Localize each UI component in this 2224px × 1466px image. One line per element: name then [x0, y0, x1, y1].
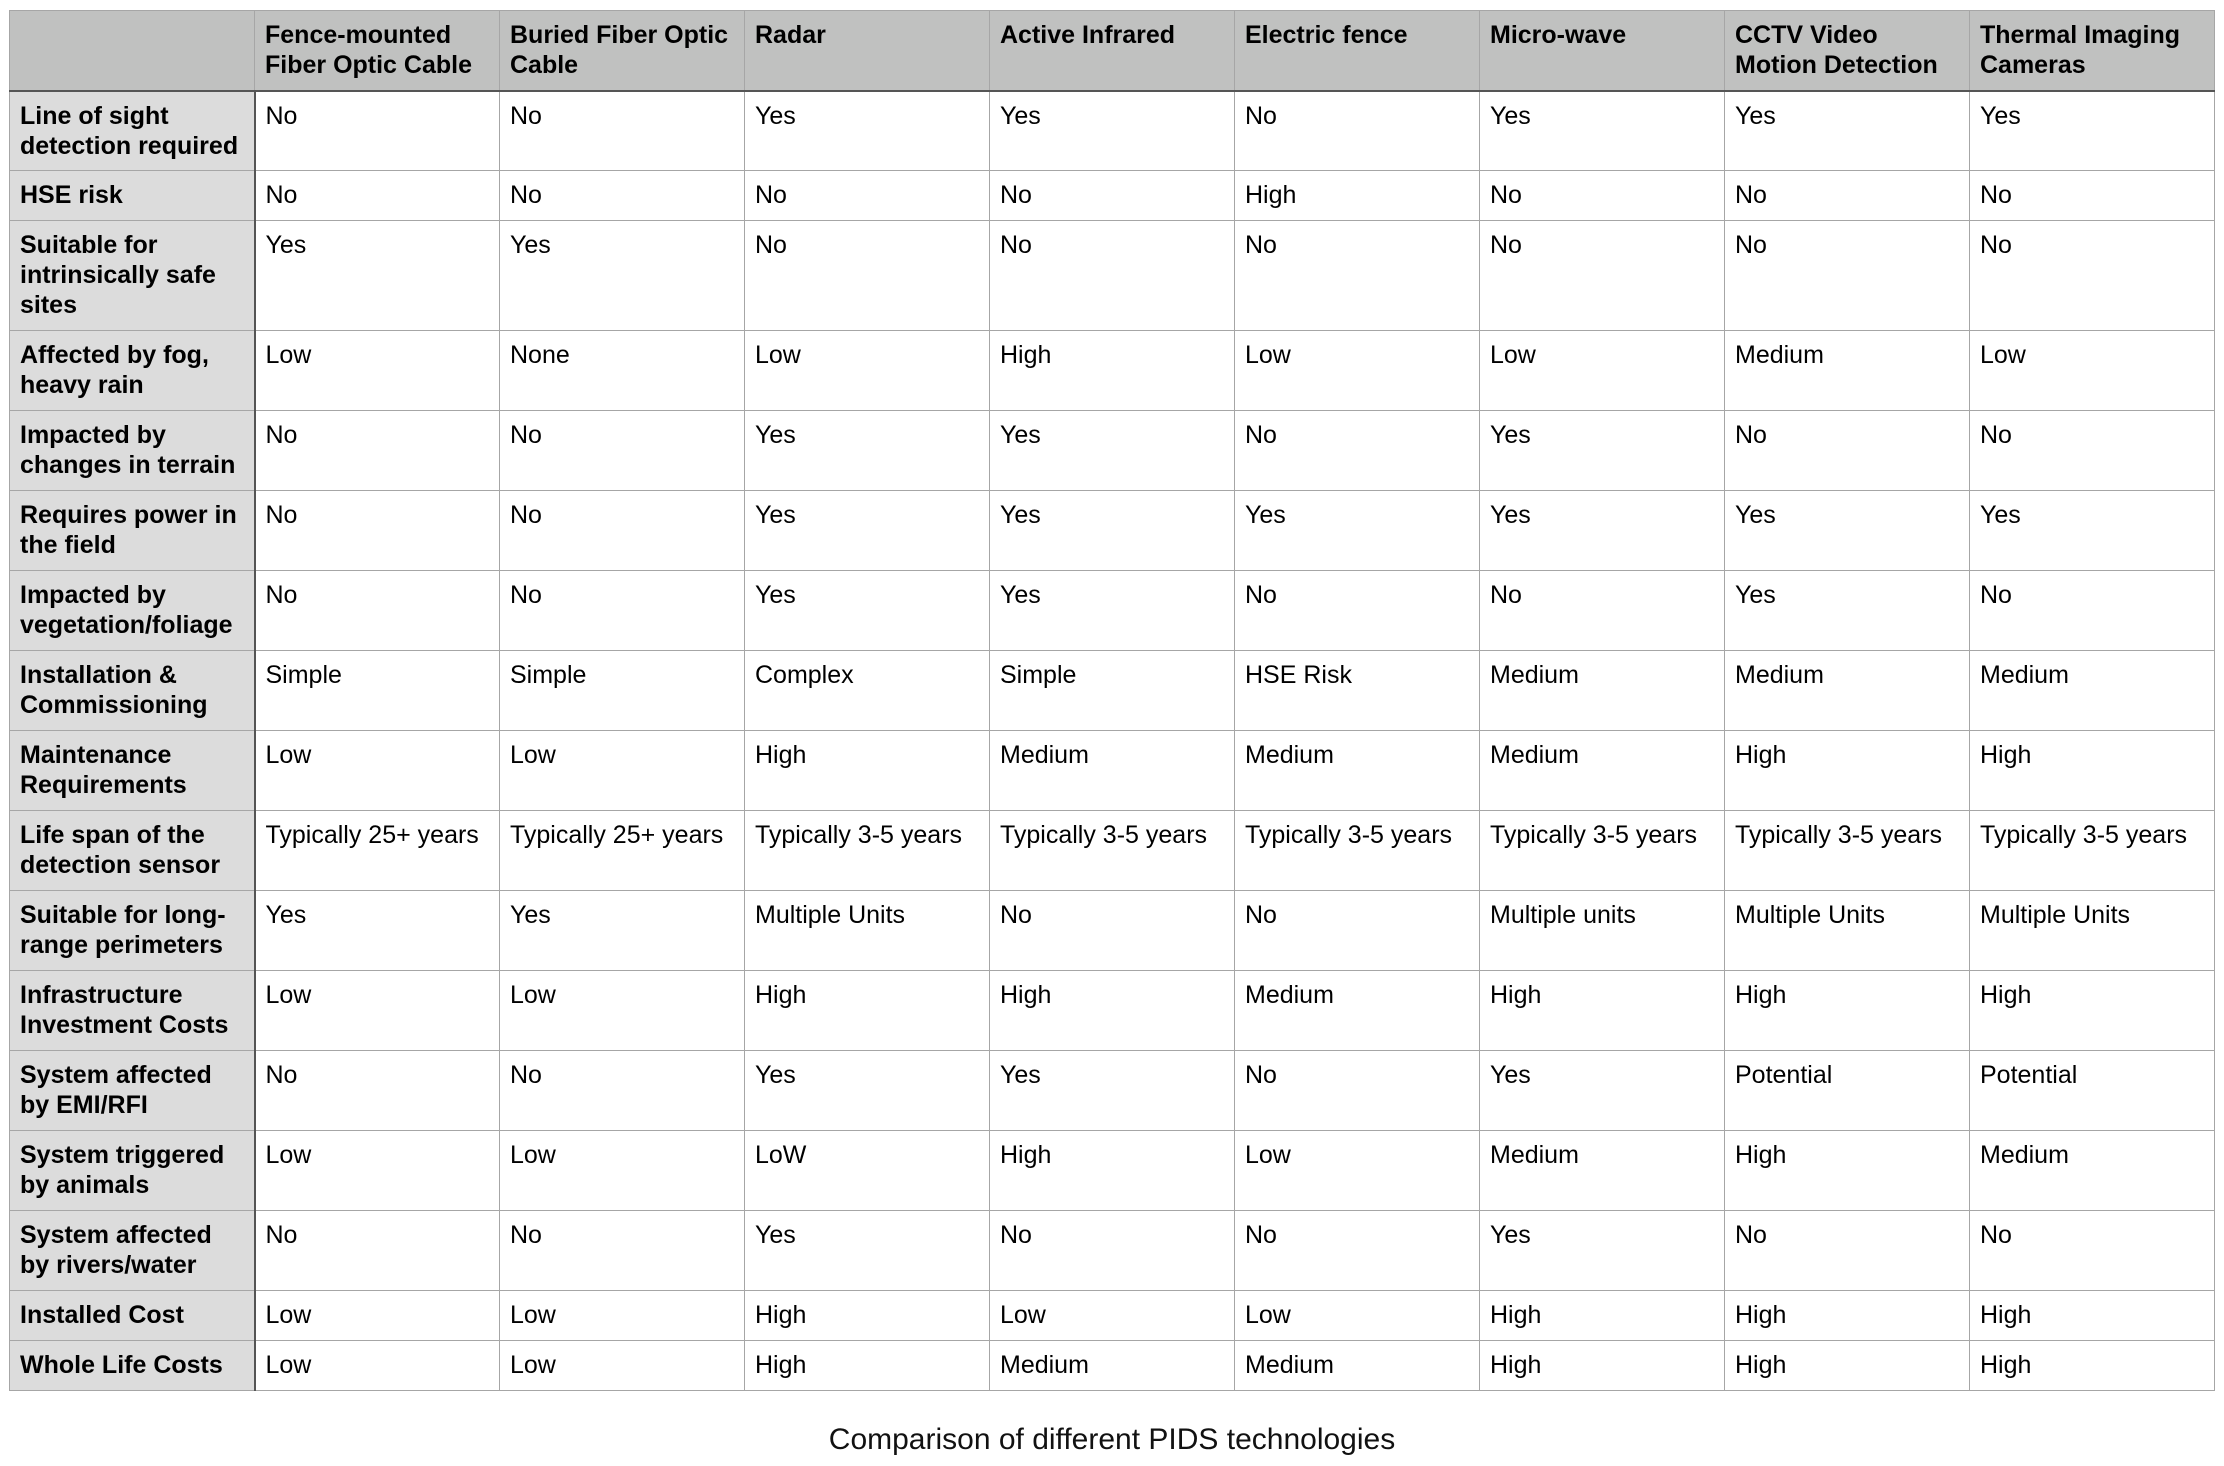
- table-cell: High: [1235, 171, 1480, 221]
- table-cell: High: [1970, 1291, 2215, 1341]
- table-cell: Typically 3-5 years: [990, 811, 1235, 891]
- row-label: Installation & Commissioning: [10, 651, 255, 731]
- table-cell: Yes: [500, 891, 745, 971]
- row-label: Line of sight detection required: [10, 91, 255, 171]
- table-cell: High: [990, 1131, 1235, 1211]
- table-cell: Typically 25+ years: [255, 811, 500, 891]
- table-cell: No: [1970, 1211, 2215, 1291]
- table-cell: HSE Risk: [1235, 651, 1480, 731]
- row-label: System affected by rivers/water: [10, 1211, 255, 1291]
- table-cell: Yes: [1480, 1211, 1725, 1291]
- table-cell: Yes: [990, 491, 1235, 571]
- table-cell: High: [745, 971, 990, 1051]
- table-cell: Medium: [1970, 1131, 2215, 1211]
- table-cell: Yes: [255, 221, 500, 331]
- table-cell: Medium: [1235, 971, 1480, 1051]
- table-row: [10, 331, 2215, 411]
- table-cell: Yes: [990, 411, 1235, 491]
- row-label: Requires power in the field: [10, 491, 255, 571]
- table-cell: High: [745, 1291, 990, 1341]
- header-cctv-vmd: CCTV Video Motion Detection: [1725, 11, 1970, 91]
- table-cell: Low: [500, 731, 745, 811]
- table-row: [10, 1211, 2215, 1291]
- table-cell: Typically 3-5 years: [1235, 811, 1480, 891]
- table-cell: Yes: [745, 1211, 990, 1291]
- table-row: [10, 731, 2215, 811]
- row-label: Impacted by changes in terrain: [10, 411, 255, 491]
- table-cell: No: [1235, 91, 1480, 171]
- table-cell: Potential: [1970, 1051, 2215, 1131]
- table-cell: No: [500, 411, 745, 491]
- table-cell: Complex: [745, 651, 990, 731]
- table-cell: Multiple Units: [745, 891, 990, 971]
- table-cell: No: [1970, 221, 2215, 331]
- table-cell: Simple: [500, 651, 745, 731]
- row-label: Installed Cost: [10, 1291, 255, 1341]
- table-cell: LoW: [745, 1131, 990, 1211]
- table-cell: Yes: [500, 221, 745, 331]
- table-cell: No: [500, 1211, 745, 1291]
- table-cell: Low: [255, 1291, 500, 1341]
- table-cell: Typically 25+ years: [500, 811, 745, 891]
- table-cell: Low: [1970, 331, 2215, 411]
- table-cell: No: [1970, 571, 2215, 651]
- table-cell: No: [990, 221, 1235, 331]
- table-cell: High: [1480, 971, 1725, 1051]
- table-cell: Simple: [990, 651, 1235, 731]
- table-cell: None: [500, 331, 745, 411]
- table-cell: No: [1725, 221, 1970, 331]
- table-cell: Simple: [255, 651, 500, 731]
- table-cell: No: [1235, 571, 1480, 651]
- table-cell: Medium: [1235, 1341, 1480, 1391]
- table-cell: No: [255, 491, 500, 571]
- table-cell: No: [255, 571, 500, 651]
- table-cell: No: [500, 571, 745, 651]
- table-cell: Typically 3-5 years: [745, 811, 990, 891]
- table-cell: Low: [255, 971, 500, 1051]
- table-cell: No: [1235, 1211, 1480, 1291]
- row-label: Maintenance Requirements: [10, 731, 255, 811]
- table-cell: Yes: [1480, 91, 1725, 171]
- table-row: [10, 1341, 2215, 1391]
- table-cell: Yes: [990, 91, 1235, 171]
- row-label: HSE risk: [10, 171, 255, 221]
- table-cell: No: [745, 221, 990, 331]
- table-cell: Low: [1235, 1131, 1480, 1211]
- table-cell: No: [745, 171, 990, 221]
- table-cell: High: [1970, 971, 2215, 1051]
- table-cell: Yes: [1970, 91, 2215, 171]
- table-cell: High: [1970, 731, 2215, 811]
- table-cell: Low: [255, 1131, 500, 1211]
- table-cell: Low: [500, 1341, 745, 1391]
- table-row: [10, 491, 2215, 571]
- table-cell: Low: [255, 331, 500, 411]
- table-cell: High: [990, 971, 1235, 1051]
- table-row: [10, 1051, 2215, 1131]
- table-cell: Yes: [1480, 491, 1725, 571]
- table-cell: High: [745, 1341, 990, 1391]
- row-label: System triggered by animals: [10, 1131, 255, 1211]
- table-cell: Yes: [745, 1051, 990, 1131]
- table-cell: Multiple units: [1480, 891, 1725, 971]
- table-row: [10, 221, 2215, 331]
- table-cell: High: [1725, 971, 1970, 1051]
- table-row: [10, 91, 2215, 171]
- table-cell: No: [500, 1051, 745, 1131]
- table-cell: Yes: [745, 491, 990, 571]
- table-cell: Medium: [1480, 651, 1725, 731]
- table-cell: No: [255, 1051, 500, 1131]
- table-row: [10, 891, 2215, 971]
- table-cell: Yes: [1970, 491, 2215, 571]
- table-cell: High: [990, 331, 1235, 411]
- header-row: [10, 11, 2215, 91]
- table-row: [10, 1291, 2215, 1341]
- table-cell: Medium: [990, 731, 1235, 811]
- table-cell: No: [500, 491, 745, 571]
- table-cell: Typically 3-5 years: [1480, 811, 1725, 891]
- table-row: [10, 971, 2215, 1051]
- table-cell: Low: [500, 1291, 745, 1341]
- table-cell: High: [1725, 1341, 1970, 1391]
- table-cell: Medium: [1480, 1131, 1725, 1211]
- table-cell: High: [1480, 1341, 1725, 1391]
- table-cell: No: [255, 91, 500, 171]
- table-cell: Yes: [990, 1051, 1235, 1131]
- table-cell: No: [1235, 221, 1480, 331]
- table-cell: Low: [500, 971, 745, 1051]
- row-label: Whole Life Costs: [10, 1341, 255, 1391]
- table-cell: No: [990, 1211, 1235, 1291]
- table-cell: Yes: [1725, 571, 1970, 651]
- table-row: [10, 171, 2215, 221]
- table-cell: Low: [255, 731, 500, 811]
- table-cell: No: [500, 91, 745, 171]
- table-cell: Yes: [745, 411, 990, 491]
- table-cell: No: [1725, 171, 1970, 221]
- table-cell: Low: [500, 1131, 745, 1211]
- table-cell: No: [990, 171, 1235, 221]
- table-cell: Multiple Units: [1725, 891, 1970, 971]
- table-cell: Yes: [745, 91, 990, 171]
- table-cell: Low: [1235, 1291, 1480, 1341]
- pids-comparison-table: [9, 10, 2215, 1391]
- table-cell: No: [255, 411, 500, 491]
- table-cell: Low: [745, 331, 990, 411]
- table-cell: No: [1970, 411, 2215, 491]
- row-label: Life span of the detection sensor: [10, 811, 255, 891]
- table-cell: Low: [255, 1341, 500, 1391]
- table-row: [10, 1131, 2215, 1211]
- table-cell: No: [1235, 1051, 1480, 1131]
- table-cell: No: [255, 171, 500, 221]
- table-row: [10, 571, 2215, 651]
- table-cell: No: [1480, 171, 1725, 221]
- table-cell: No: [1725, 1211, 1970, 1291]
- header-thermal-imaging: Thermal Imaging Cameras: [1970, 11, 2215, 91]
- table-cell: No: [1480, 571, 1725, 651]
- table-cell: Yes: [1235, 491, 1480, 571]
- table-cell: High: [1725, 1131, 1970, 1211]
- table-cell: Yes: [990, 571, 1235, 651]
- table-cell: Typically 3-5 years: [1725, 811, 1970, 891]
- table-cell: Multiple Units: [1970, 891, 2215, 971]
- header-buried-fiber: Buried Fiber Optic Cable: [500, 11, 745, 91]
- table-cell: Medium: [1235, 731, 1480, 811]
- header-active-infrared: Active Infrared: [990, 11, 1235, 91]
- table-cell: Yes: [1725, 491, 1970, 571]
- table-row: [10, 411, 2215, 491]
- table-cell: Typically 3-5 years: [1970, 811, 2215, 891]
- table-cell: Medium: [990, 1341, 1235, 1391]
- table-cell: High: [745, 731, 990, 811]
- table-cell: Yes: [1480, 411, 1725, 491]
- row-label: Suitable for long-range perimeters: [10, 891, 255, 971]
- table-cell: Medium: [1725, 651, 1970, 731]
- table-cell: High: [1725, 731, 1970, 811]
- table-cell: Medium: [1725, 331, 1970, 411]
- row-label: Affected by fog, heavy rain: [10, 331, 255, 411]
- table-cell: No: [1235, 411, 1480, 491]
- table-cell: Potential: [1725, 1051, 1970, 1131]
- table-row: [10, 811, 2215, 891]
- row-label: Impacted by vegetation/foliage: [10, 571, 255, 651]
- table-cell: Yes: [745, 571, 990, 651]
- table-cell: No: [1970, 171, 2215, 221]
- table-cell: Yes: [1725, 91, 1970, 171]
- table-cell: No: [500, 171, 745, 221]
- header-fence-mounted-fiber: Fence-mounted Fiber Optic Cable: [255, 11, 500, 91]
- table-cell: Low: [1235, 331, 1480, 411]
- table-cell: Low: [1480, 331, 1725, 411]
- table-cell: Yes: [255, 891, 500, 971]
- table-cell: No: [255, 1211, 500, 1291]
- table-row: [10, 651, 2215, 731]
- header-micro-wave: Micro-wave: [1480, 11, 1725, 91]
- table-cell: High: [1970, 1341, 2215, 1391]
- header-corner-cell: [10, 11, 255, 91]
- table-cell: No: [1725, 411, 1970, 491]
- table-cell: Medium: [1480, 731, 1725, 811]
- row-label: Suitable for intrinsically safe sites: [10, 221, 255, 331]
- header-electric-fence: Electric fence: [1235, 11, 1480, 91]
- row-label: Infrastructure Investment Costs: [10, 971, 255, 1051]
- table-cell: High: [1725, 1291, 1970, 1341]
- row-label: System affected by EMI/RFI: [10, 1051, 255, 1131]
- table-cell: No: [1235, 891, 1480, 971]
- table-caption: Comparison of different PIDS technologies: [828, 1423, 1396, 1456]
- table-cell: No: [990, 891, 1235, 971]
- table-cell: No: [1480, 221, 1725, 331]
- table-cell: High: [1480, 1291, 1725, 1341]
- table-cell: Medium: [1970, 651, 2215, 731]
- table-cell: Yes: [1480, 1051, 1725, 1131]
- table-cell: Low: [990, 1291, 1235, 1341]
- header-radar: Radar: [745, 11, 990, 91]
